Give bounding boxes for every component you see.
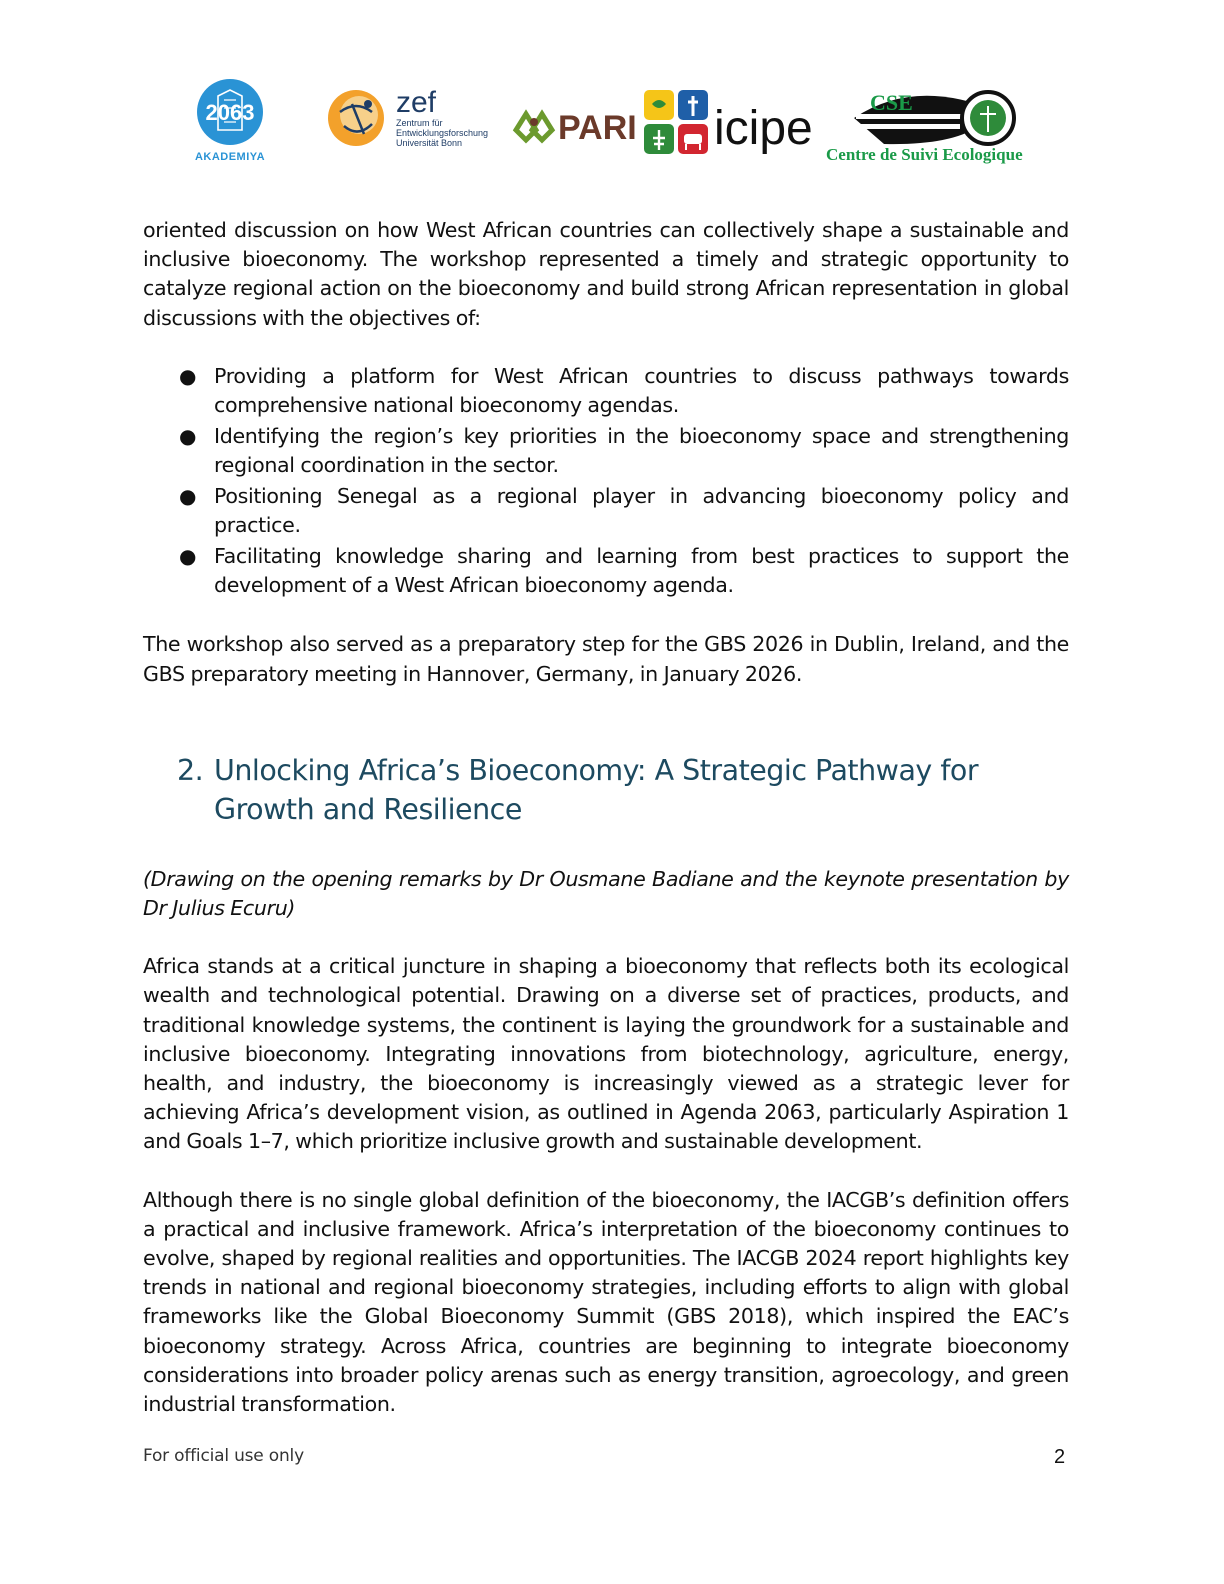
- attribution-note: (Drawing on the opening remarks by Dr Ousmane Badiane and the keynote presentation by Dr Julius Ecuru): [143, 866, 1069, 921]
- list-item: [143, 362, 1069, 420]
- objectives-list: [143, 362, 1069, 600]
- cse-logo: [824, 84, 1038, 164]
- pari-logo: [512, 104, 637, 148]
- pari-name: PARI: [558, 109, 637, 147]
- list-item-text: Providing a platform for West African countries to discuss pathways towards comprehensive national bioeconomy agendas.: [214, 363, 1069, 418]
- bullet-icon: ●: [179, 363, 197, 388]
- list-item: [143, 482, 1069, 540]
- cse-abbr: CSE: [870, 90, 913, 115]
- list-item: [143, 422, 1069, 480]
- akademiya-year: 2063: [205, 100, 255, 125]
- akademiya-caption: AKADEMIYA: [194, 151, 266, 163]
- body-paragraph-2: Although there is no single global definition of the bioeconomy, the IACGB’s definition offers a practical and inclusive framework. Africa’s interpretation of the bioeconomy continues to evolve, shaped by regional realities and opportunities. The IACGB 2024 report highlights key trends in national and regional bioeconomy strategies, including efforts to align with global frameworks like the Global Bioeconomy Summit (GBS 2018), which inspired the EAC’s bioeconomy strategy. Across Africa, countries are beginning to integrate bioeconomy considerations into broader policy arenas such as energy transition, agroecology, and green industrial transformation.: [143, 1187, 1069, 1417]
- section-title: Unlocking Africa’s Bioeconomy: A Strategic Pathway for Growth and Resilience: [214, 753, 979, 826]
- icipe-name: icipe: [714, 102, 813, 155]
- section-number: 2.: [177, 753, 204, 787]
- akademiya-logo: [190, 78, 270, 168]
- list-item: [143, 542, 1069, 600]
- header-logos: [190, 78, 1040, 168]
- cse-name: Centre de Suivi Ecologique: [826, 145, 1023, 164]
- zef-logo: [326, 82, 496, 152]
- bullet-icon: ●: [179, 483, 197, 508]
- document-body: [143, 216, 1069, 1419]
- list-item-text: Facilitating knowledge sharing and learning from best practices to support the development of a West African bioeconomy agenda.: [214, 543, 1069, 597]
- preparatory-paragraph: The workshop also served as a preparatory step for the GBS 2026 in Dublin, Ireland, and the GBS preparatory meeting in Hannover, Germany, in January 2026.: [143, 632, 1069, 686]
- zef-line1: Zentrum für: [396, 118, 443, 128]
- list-item-text: Identifying the region’s key priorities in the bioeconomy space and strengthening regional coordination in the sector.: [214, 423, 1069, 477]
- footer-notice: For official use only: [143, 1446, 304, 1466]
- icipe-logo: [642, 86, 822, 160]
- zef-line3: Universität Bonn: [396, 138, 463, 148]
- section-heading: [143, 751, 1069, 829]
- body-paragraph-1: Africa stands at a critical juncture in shaping a bioeconomy that reflects both its ecological wealth and technological potential. Drawing on a diverse set of practices, products, and traditional knowledge systems, the continent is laying the groundwork for a sustainable and inclusive bioeconomy. Integrating innovations from biotechnology, agriculture, energy, health, and industry, the bioeconomy is increasingly viewed as a strategic lever for achieving Africa’s development vision, as outlined in Agenda 2063, particularly Aspiration 1 and Goals 1–7, which prioritize inclusive growth and sustainable development.: [143, 954, 1069, 1154]
- list-item-text: Positioning Senegal as a regional player in advancing bioeconomy policy and practice.: [214, 483, 1069, 537]
- intro-paragraph: oriented discussion on how West African countries can collectively shape a sustainable and inclusive bioeconomy. The workshop represented a timely and strategic opportunity to catalyze regional action on the bioeconomy and build strong African representation in global discussions with the objectives of:: [143, 218, 1069, 330]
- bullet-icon: ●: [179, 423, 197, 448]
- bullet-icon: ●: [179, 543, 197, 568]
- page-number: 2: [1054, 1446, 1066, 1468]
- zef-line2: Entwicklungsforschung: [396, 128, 489, 138]
- zef-name: zef: [396, 86, 437, 119]
